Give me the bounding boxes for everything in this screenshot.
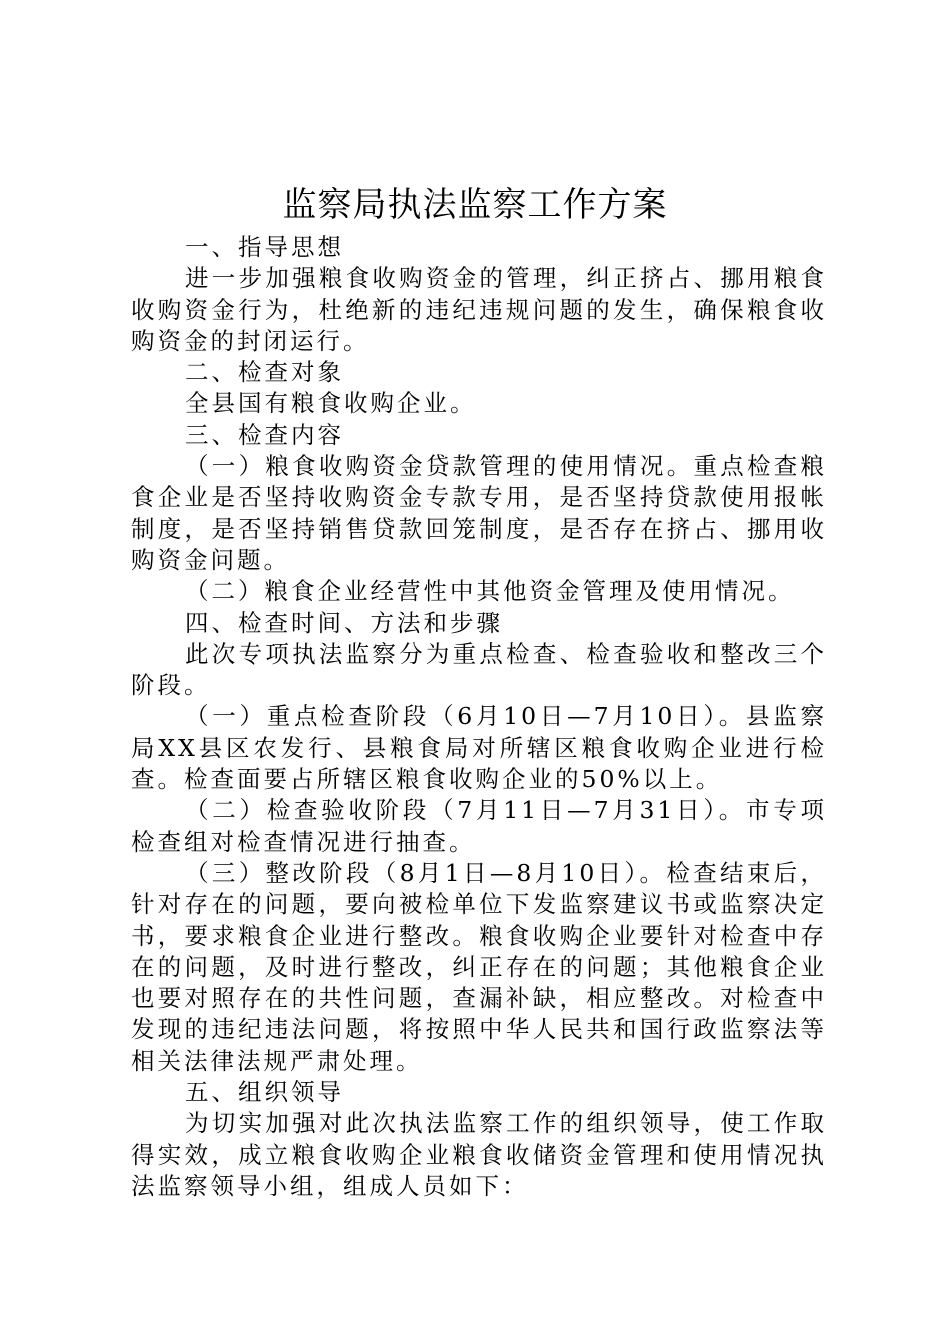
paragraph-stage-1: （一）重点检查阶段（6月10日—7月10日）。县监察局XX县区农发行、县粮食局对所辖区粮食收购企业进行检查。检查面要占所辖区粮食收购企业的50%以上。 [131, 702, 827, 794]
paragraph-leadership: 为切实加强对此次执法监察工作的组织领导，使工作取得实效，成立粮食收购企业粮食收储资金管理和使用情况执法监察领导小组，组成人员如下： [131, 1109, 827, 1200]
document-title: 监察局执法监察工作方案 [282, 185, 668, 225]
paragraph-stage-3: （三）整改阶段（8月1日—8月10日）。检查结束后，针对存在的问题，要向被检单位下发监察建议书或监察决定书，要求粮食企业进行整改。粮食收购企业要针对检查中存在的问题，及时进行整改，纠正存在的问题；其他粮食企业也要对照存在的共性问题，查漏补缺，相应整改。对检查中发现的违纪违法问题，将按照中华人民共和国行政监察法等相关法律法规严肃处理。 [131, 858, 827, 1075]
paragraph-content-item-2: （二）粮食企业经营性中其他资金管理及使用情况。 [185, 577, 795, 606]
section-heading-guiding-thought: 一、指导思想 [185, 233, 345, 261]
paragraph-inspection-target: 全县国有粮食收购企业。 [185, 389, 477, 418]
section-heading-inspection-target: 二、检查对象 [185, 358, 345, 387]
paragraph-stage-2: （二）检查验收阶段（7月11日—7月31日）。市专项检查组对检查情况进行抽查。 [131, 796, 827, 856]
paragraph-guiding-thought: 进一步加强粮食收购资金的管理，纠正挤占、挪用粮食收购资金行为，杜绝新的违纪违规问题的发生，确保粮食收购资金的封闭运行。 [131, 264, 827, 355]
section-heading-schedule: 四、检查时间、方法和步骤 [185, 608, 504, 637]
section-heading-leadership: 五、组织领导 [185, 1078, 345, 1107]
section-heading-inspection-content: 三、检查内容 [185, 420, 345, 449]
paragraph-content-item-1: （一）粮食收购资金贷款管理的使用情况。重点检查粮食企业是否坚持收购资金专款专用，是否坚持贷款使用报帐制度，是否坚持销售贷款回笼制度，是否存在挤占、挪用收购资金问题。 [131, 452, 827, 574]
paragraph-schedule-intro: 此次专项执法监察分为重点检查、检查验收和整改三个阶段。 [131, 639, 827, 700]
document-body [131, 232, 827, 1202]
